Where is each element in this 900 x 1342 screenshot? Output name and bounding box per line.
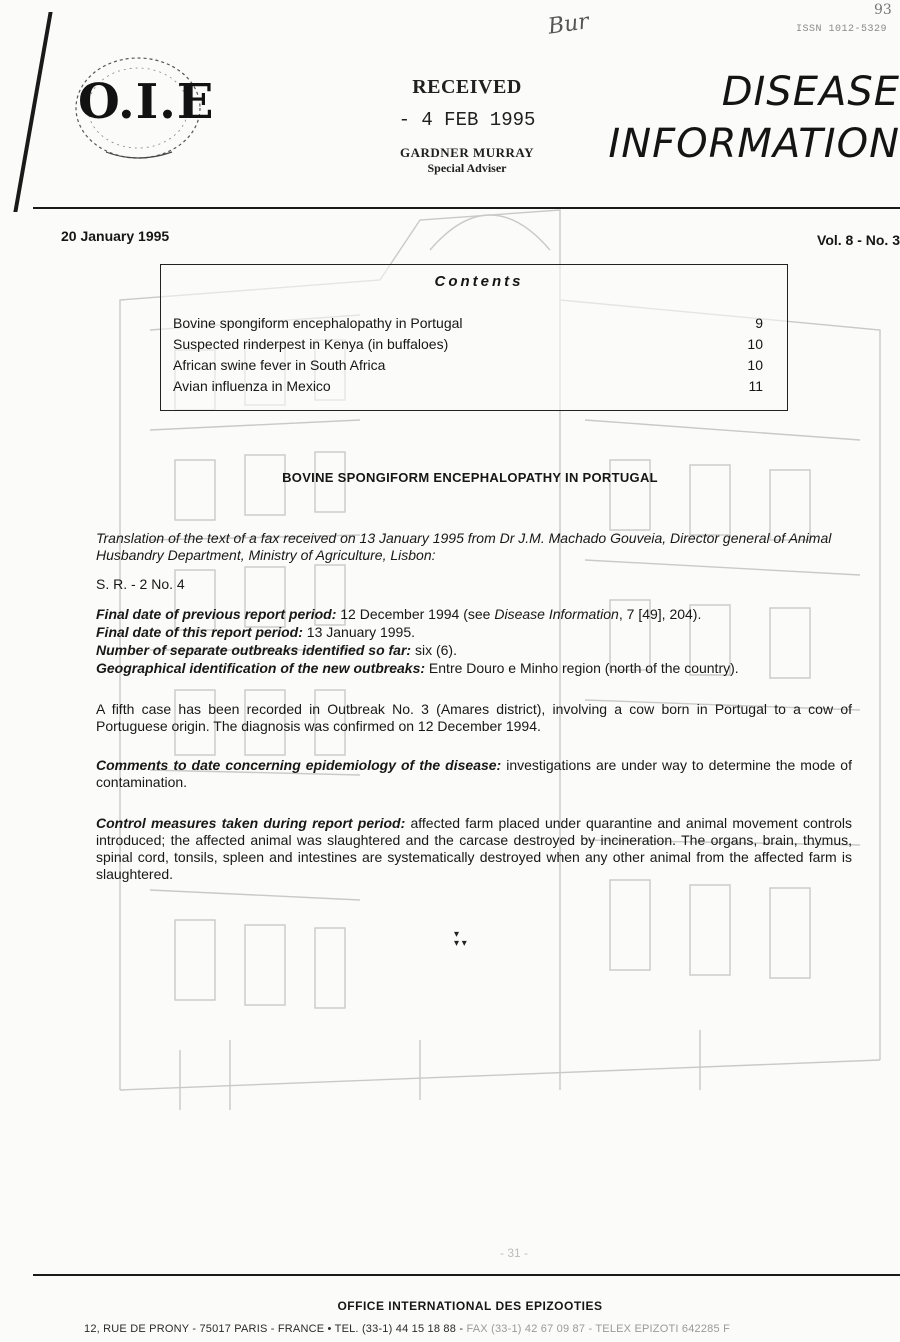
issn-number: ISSN 1012-5329 [796, 24, 888, 35]
contents-item[interactable] [173, 313, 763, 334]
geographical-identification-value: Entre Douro e Minho region (north of the country). [425, 660, 739, 676]
contents-item-page: 9 [755, 315, 763, 331]
stamp-received-label: RECEIVED [412, 76, 522, 98]
oie-logo: O.I.E [78, 74, 215, 130]
geographical-identification-label: Geographical identification of the new outbreaks: [96, 660, 426, 676]
translation-note: Translation of the text of a fax received on 13 January 1995 from Dr J.M. Machado Gouveia, Director general of Animal Husbandry Department, Ministry of Agriculture, Lisbon: [96, 530, 832, 563]
contents-item-page: 10 [747, 336, 763, 352]
report-reference: S. R. - 2 No. 4 [96, 576, 185, 592]
control-measures-paragraph [96, 815, 852, 883]
stamp-name: GARDNER MURRAY [400, 145, 534, 160]
footer-rule [33, 1274, 900, 1276]
contents-item[interactable] [173, 355, 763, 376]
contents-list [173, 313, 763, 397]
final-date-this-label: Final date of this report period: [96, 624, 303, 640]
publication-title [596, 66, 900, 170]
final-date-previous-label: Final date of previous report period: [96, 606, 337, 622]
contents-heading: Contents [434, 273, 524, 290]
contents-item-page: 10 [747, 357, 763, 373]
contents-item-label: Suspected rinderpest in Kenya (in buffaloes) [173, 336, 449, 352]
issue-date: 20 January 1995 [61, 228, 170, 244]
contents-item-page: 11 [748, 378, 763, 394]
title-line-1: DISEASE [721, 69, 900, 115]
final-date-this-value: 13 January 1995. [302, 624, 415, 640]
contents-item[interactable] [173, 376, 763, 397]
title-line-2: INFORMATION [608, 121, 900, 167]
outbreak-count-label: Number of separate outbreaks identified so far: [96, 642, 412, 658]
outbreak-count-value: six (6). [411, 642, 457, 658]
issue-volume: Vol. 8 - No. 3 [817, 232, 900, 248]
contents-item-label: Avian influenza in Mexico [173, 378, 331, 394]
handwritten-page-number: 93 [874, 2, 892, 18]
stamp-role: Special Adviser [427, 161, 507, 175]
comments-value: investigations are under way to determine the mode of contamination. [96, 757, 852, 790]
contents-item[interactable] [173, 334, 763, 355]
report-details [96, 606, 852, 678]
received-stamp [372, 76, 562, 176]
handwritten-initials: Bur [546, 9, 591, 40]
final-date-previous-value-b: , 7 [49], 204). [618, 606, 702, 622]
control-measures-label: Control measures taken during report period: [96, 815, 406, 831]
contents-box [160, 264, 788, 411]
control-measures-value: affected farm placed under quarantine and animal movement controls introduced; the affected animal was slaughtered and the carcase destroyed by incineration. The organs, brain, thymus, spinal cord, tonsils, spleen and intestines are systematically destroyed when any other animal from the affected farm is slaughtered. [96, 815, 852, 882]
comments-label: Comments to date concerning epidemiology of the disease: [96, 757, 502, 773]
geographical-identification [96, 660, 852, 677]
final-date-this [96, 624, 852, 641]
footer-address-faded: FAX (33-1) 42 67 09 87 - TELEX EPIZOTI 642285 F [466, 1323, 730, 1335]
contents-item-label: African swine fever in South Africa [173, 357, 386, 373]
contents-item-label: Bovine spongiform encephalopathy in Portugal [173, 315, 463, 331]
section-separator-dots: ▾ ▾ ▾ [454, 929, 467, 949]
header-rule [33, 207, 900, 209]
outbreak-count [96, 642, 852, 659]
final-date-previous-value-a: 12 December 1994 (see [336, 606, 495, 622]
article-title: BOVINE SPONGIFORM ENCEPHALOPATHY IN PORTUGAL [282, 470, 658, 485]
footer-organization: OFFICE INTERNATIONAL DES EPIZOOTIES [337, 1299, 603, 1313]
stamp-date: - 4 FEB 1995 [398, 109, 536, 131]
fifth-case-paragraph: A fifth case has been recorded in Outbreak No. 3 (Amares district), involving a cow born in Portugal to a cow of Portuguese origin. The diagnosis was confirmed on 12 December 1994. [96, 701, 852, 734]
page-number: - 31 - [500, 1246, 529, 1260]
footer-address [84, 1323, 730, 1335]
footer-address-main: 12, RUE DE PRONY - 75017 PARIS - FRANCE • TEL. (33-1) 44 15 18 88 - [84, 1323, 467, 1335]
final-date-previous [96, 606, 852, 623]
final-date-previous-value-italic: Disease Information [494, 606, 619, 622]
comments-paragraph [96, 757, 852, 791]
